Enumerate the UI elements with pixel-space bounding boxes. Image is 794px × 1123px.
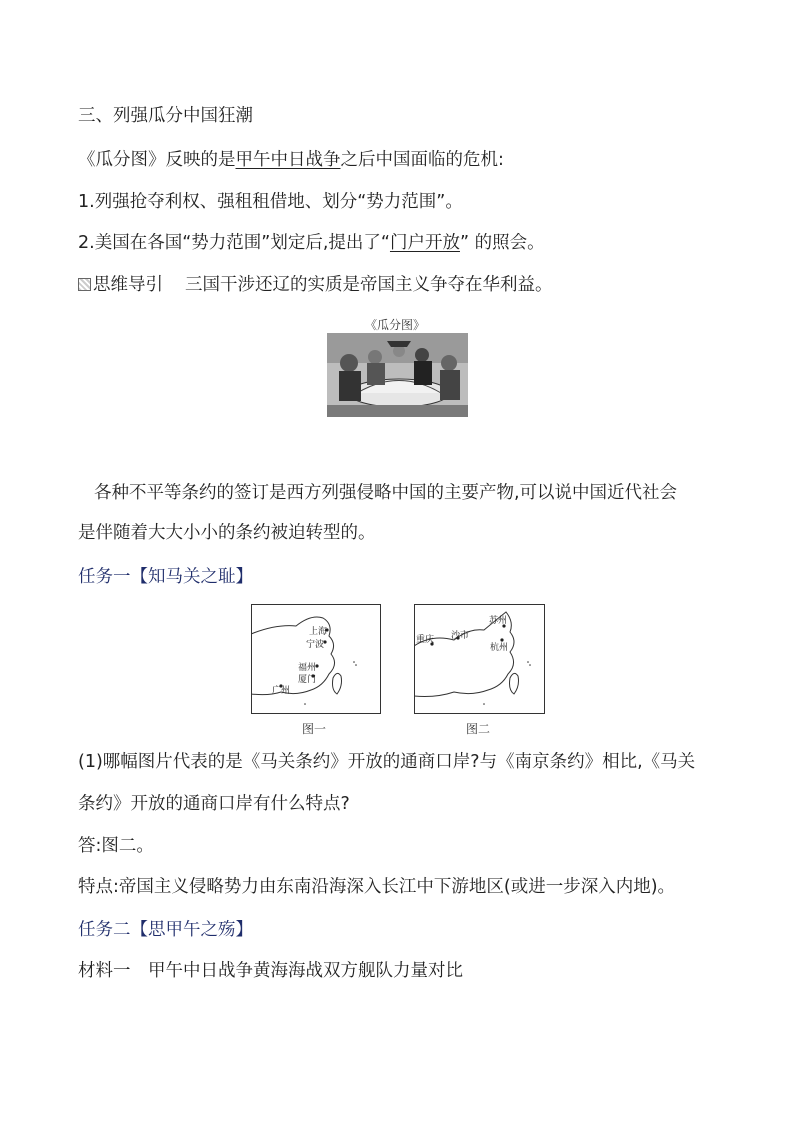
point2-underlined: 门户开放 xyxy=(389,233,460,253)
map2-label-shashi: 沙市 xyxy=(451,631,470,641)
thinking-icon xyxy=(78,278,91,291)
map1-label-ningbo: 宁波 xyxy=(306,640,325,650)
answer: 答:图二。 xyxy=(78,836,154,856)
point2-suffix: ” 的照会。 xyxy=(459,233,545,253)
map2-label-suzhou: 苏州 xyxy=(489,616,508,626)
map1-label-guangzhou: 广州 xyxy=(272,686,291,696)
feature: 特点:帝国主义侵略势力由东南沿海深入长江中下游地区(或进一步深入内地)。 xyxy=(78,877,676,897)
thinking-label: 思维导引 xyxy=(93,275,163,295)
map2-label-chongqing: 重庆 xyxy=(416,635,435,645)
map1-label-xiamen: 厦门 xyxy=(298,675,317,685)
task-2-heading: 任务二【思甲午之殇】 xyxy=(78,920,253,940)
intro-suffix: 之后中国面临的危机: xyxy=(340,150,504,170)
question-line-2: 条约》开放的通商口岸有什么特点? xyxy=(78,794,350,814)
thinking-text: 三国干涉还辽的实质是帝国主义争夺在华利益。 xyxy=(185,275,553,295)
map1-label-shanghai: 上海 xyxy=(309,627,328,637)
map2-label-hangzhou: 杭州 xyxy=(490,643,509,653)
material-1: 材料一 甲午中日战争黄海海战双方舰队力量对比 xyxy=(78,961,463,981)
point-1: 1.列强抢夺利权、强租租借地、划分“势力范围”。 xyxy=(78,192,463,212)
intro-prefix: 《瓜分图》反映的是 xyxy=(78,150,236,170)
paragraph-line-1: 各种不平等条约的签订是西方列强侵略中国的主要产物,可以说中国近代社会 xyxy=(94,483,678,503)
point-2 xyxy=(78,231,545,255)
question-line-1: (1)哪幅图片代表的是《马关条约》开放的通商口岸?与《南京条约》相比,《马关 xyxy=(78,752,696,772)
map2-caption: 图二 xyxy=(466,722,491,736)
map1-caption: 图一 xyxy=(302,722,327,736)
map1-label-fuzhou: 福州 xyxy=(298,663,317,673)
cartoon-caption: 《瓜分图》 xyxy=(365,318,426,332)
thinking-guide xyxy=(78,273,553,297)
map-figure-1 xyxy=(251,604,381,714)
task-1-heading: 任务一【知马关之耻】 xyxy=(78,567,253,587)
partition-cartoon-image xyxy=(327,333,468,417)
intro-line xyxy=(78,148,504,172)
point2-prefix: 2.美国在各国“势力范围”划定后,提出了“ xyxy=(78,233,390,253)
paragraph-line-2: 是伴随着大大小小的条约被迫转型的。 xyxy=(78,523,376,543)
section-title: 三、列强瓜分中国狂潮 xyxy=(78,106,253,126)
intro-underlined: 甲午中日战争 xyxy=(235,150,341,170)
map-figure-2 xyxy=(414,604,545,714)
